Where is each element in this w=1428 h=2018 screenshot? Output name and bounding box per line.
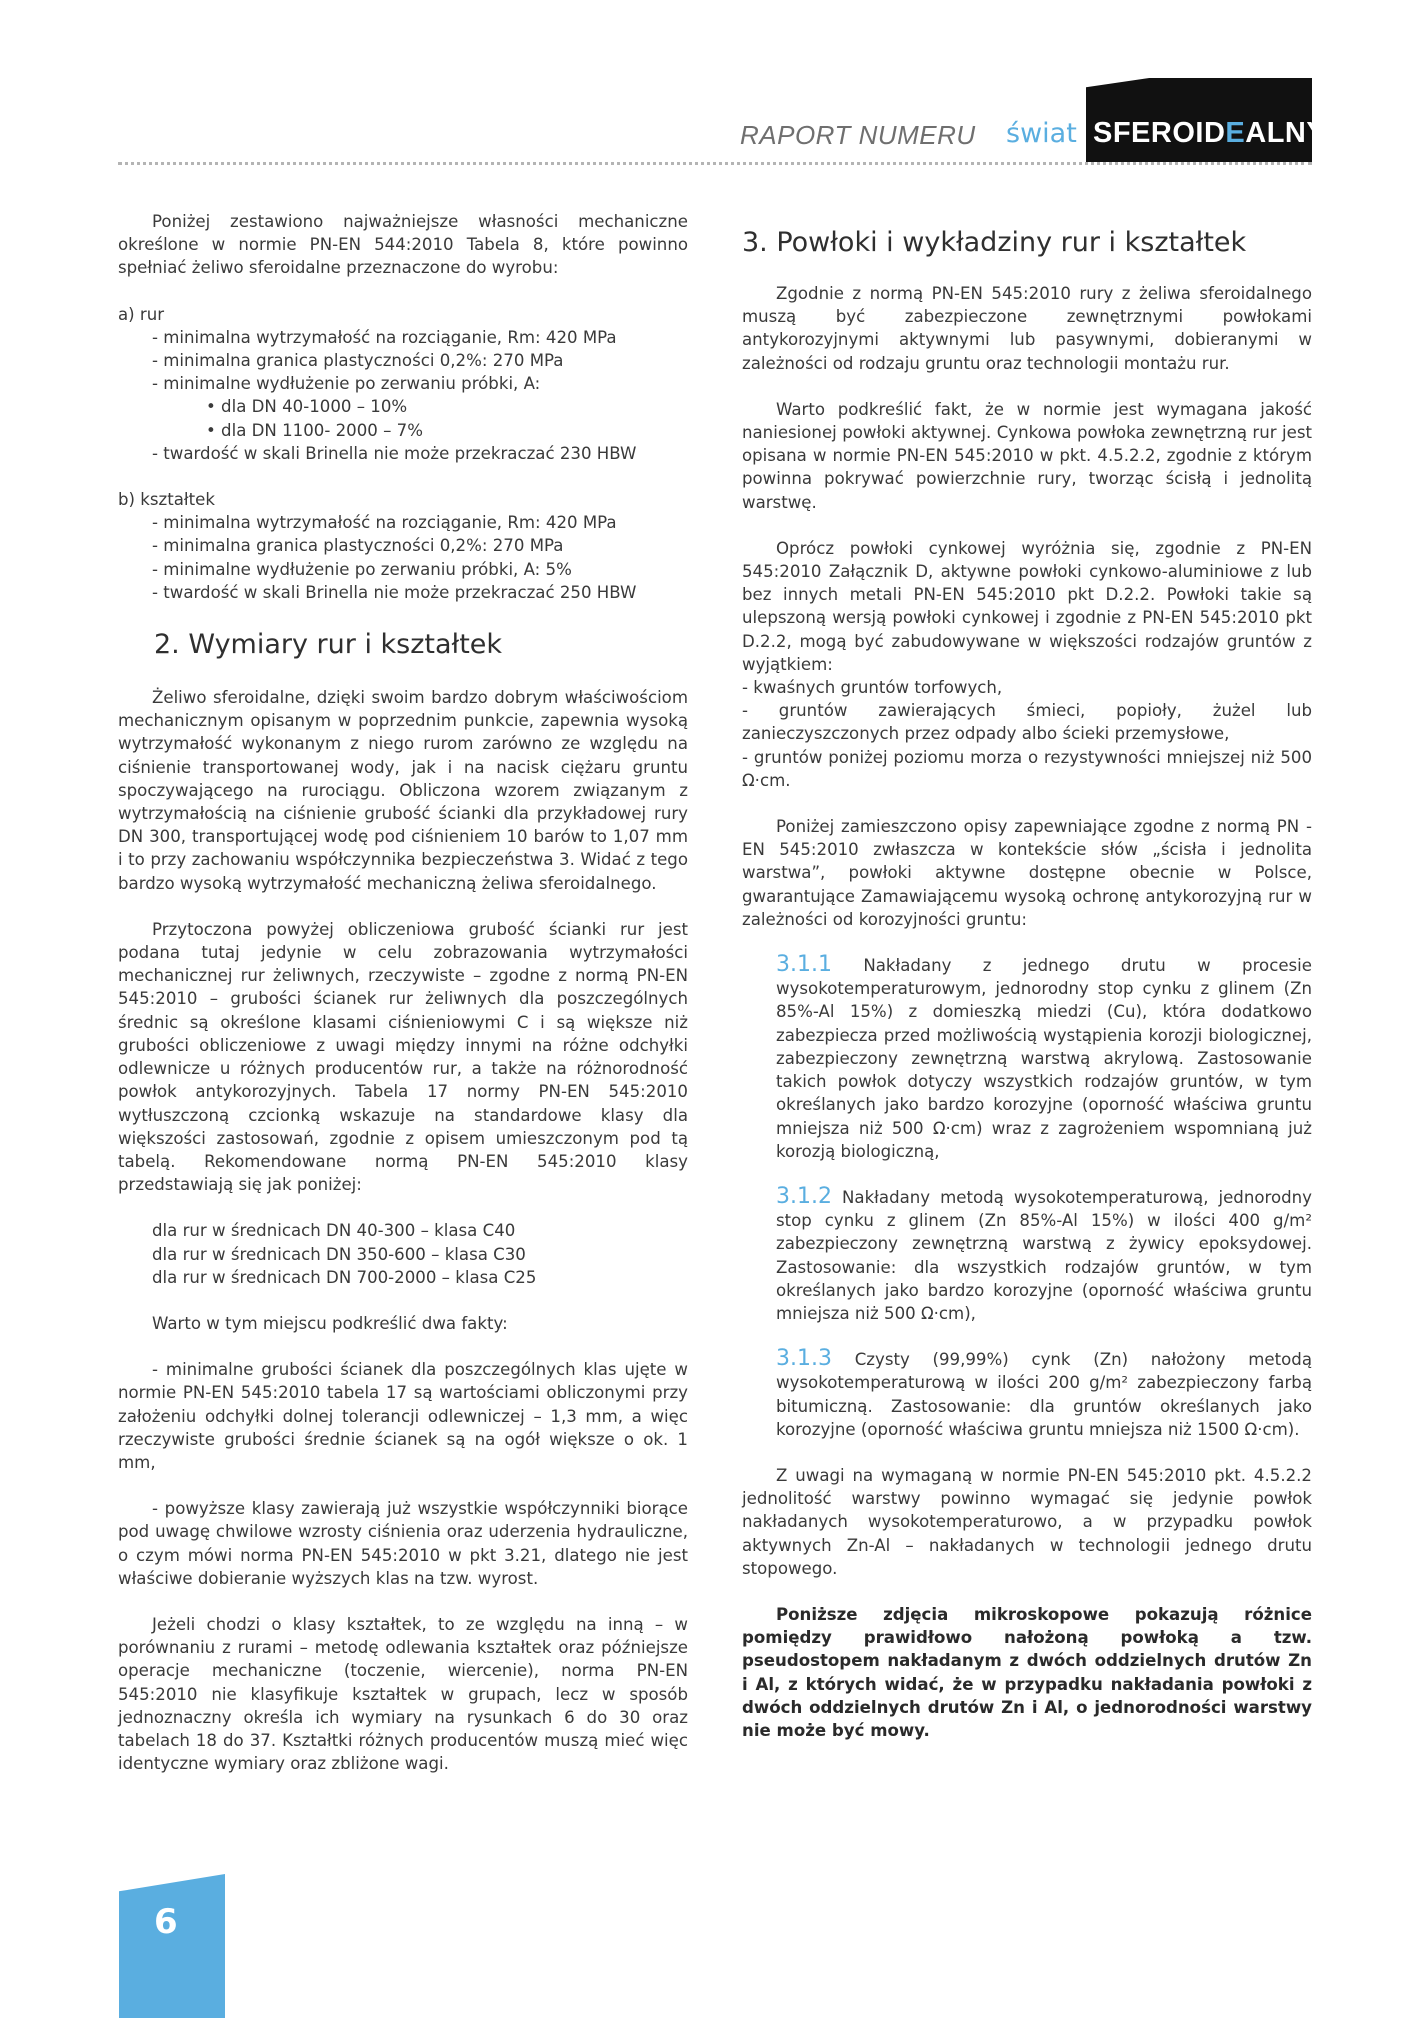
exception-list-item: - gruntów poniżej poziomu morza o rezystywności mniejszej niż 500 Ω·cm. <box>742 747 1312 790</box>
list-a-item: - minimalne wydłużenie po zerwaniu próbki, A: <box>152 374 541 394</box>
list-b-label: b) kształtek <box>118 490 215 510</box>
numbered-item-3-1-3 <box>742 1348 1312 1441</box>
section-heading-3: 3. Powłoki i wykładziny rur i kształtek <box>742 227 1247 258</box>
page-number-tab <box>119 1874 225 2018</box>
section-2-paragraph: - minimalne grubości ścianek dla poszczególnych klas ujęte w normie PN-EN 545:2010 tabela 17 są wartościami obliczonymi przy założeniu odchyłki dolnej tolerancji odlewniczej – 1,3 mm, a więc rzeczywiste grubości średnie ścianek są na ogół większe o ok. 1 mm, <box>118 1360 688 1472</box>
section-3-paragraph: Zgodnie z normą PN-EN 545:2010 rury z żeliwa sferoidalnego muszą być zabezpieczone zewnętrznymi powłokami antykorozyjnymi aktywnymi lub pasywnymi, dobieranymi w zależności od rodzaju gruntu oraz technologii montażu rur. <box>742 284 1312 373</box>
list-b-item: - minimalne wydłużenie po zerwaniu próbki, A: 5% <box>152 559 572 579</box>
magazine-logo-swiat: świat <box>1006 118 1077 149</box>
list-b-item: - twardość w skali Brinella nie może przekraczać 250 HBW <box>152 582 637 602</box>
magazine-logo-sferoidalny <box>1093 117 1326 150</box>
header-dotted-rule <box>118 162 1312 165</box>
list-a-subitem: • dla DN 40-1000 – 10% <box>206 397 408 417</box>
section-2-paragraph: - powyższe klasy zawierają już wszystkie współczynniki biorące pod uwagę chwilowe wzrosty ciśnienia oraz uderzenia hydrauliczne, o czym mówi norma PN-EN 545:2010 w pkt 3.21, dlatego nie jest właściwe dobieranie wyższych klas na tzw. wyrost. <box>118 1499 688 1588</box>
list-a-subitem: • dla DN 1100- 2000 – 7% <box>206 420 424 440</box>
left-column <box>118 210 688 1775</box>
list-b-item: - minimalna granica plastyczności 0,2%: 270 MPa <box>152 536 564 556</box>
section-3-paragraph: Poniżej zamieszczono opisy zapewniające zgodne z normą PN -EN 545:2010 zwłaszcza w kontekście słów „ścisła i jednolita warstwa”, powłoki aktywne dostępne obecnie w Polsce, gwarantujące Zamawiającemu wysoką ochronę antykorozyjną rur w zależności od korozyjności gruntu: <box>742 817 1312 929</box>
item-number: 3.1.2 <box>776 1183 832 1209</box>
logo-text-part-b: ALNY <box>1245 117 1327 149</box>
right-column <box>742 226 1312 1742</box>
item-text: Nakładany z jednego drutu w procesie wysokotemperaturowym, jednorodny stop cynku z glinem (Zn 85%-Al 15%) z domieszką miedzi (Cu), która dodatkowo zabezpiecza przed możliwością wystąpienia korozji biologicznej, zabezpieczony zewnętrzną warstwą akrylową. Zastosowanie takich powłok dotyczy wszystkich rodzajów gruntów, w tym określanych jako bardzo korozyjne (oporność właściwa gruntu mniejsza niż 500 Ω·cm) wraz z zagrożeniem wspomnianą już korozją biologiczną, <box>776 956 1312 1161</box>
section-heading-2: 2. Wymiary rur i kształtek <box>154 629 503 661</box>
numbered-item-3-1-1 <box>742 954 1312 1163</box>
item-number: 3.1.3 <box>776 1346 832 1372</box>
section-2-paragraph: Żeliwo sferoidalne, dzięki swoim bardzo dobrym właściwościom mechanicznym opisanym w poprzednim punkcie, zapewnia wysoką wytrzymałość wykonanym z niego rurom zarówno ze względu na ciśnienie transportowanej wody, jak i na nacisk ciężaru gruntu spoczywającego na rurociągu. Obliczona wzorem związanym z wytrzymałością na ciśnienie grubość ścianki dla przykładowej rury DN 300, transportującej wodę pod ciśnieniem 10 barów to 1,07 mm i to przy zachowaniu współczynnika bezpieczeństwa 3. Widać z tego bardzo wysoką wytrzymałość mechaniczną żeliwa sferoidalnego. <box>118 688 688 893</box>
list-a-label: a) rur <box>118 304 165 324</box>
item-text: Czysty (99,99%) cynk (Zn) nałożony metodą wysokotemperaturową w ilości 200 g/m² zabezpieczony farbą bitumiczną. Zastosowanie: dla gruntów określanych jako korozyjne (oporność właściwa gruntu mniejsza niż 1500 Ω·cm). <box>776 1350 1312 1439</box>
page-number: 6 <box>154 1902 178 1942</box>
logo-text-part-a: SFEROID <box>1093 117 1226 149</box>
intro-paragraph: Poniżej zestawiono najważniejsze własności mechaniczne określone w normie PN-EN 544:2010 Tabela 8, które powinno spełniać żeliwo sferoidalne przeznaczone do wyrobu: <box>118 212 688 278</box>
list-a-item: - twardość w skali Brinella nie może przekraczać 230 HBW <box>152 443 637 463</box>
section-2-paragraph: Przytoczona powyżej obliczeniowa grubość ścianki rur jest podana tutaj jedynie w celu zobrazowania wytrzymałości mechanicznej rur żeliwnych, rzeczywiste – zgodne z normą PN-EN 545:2010 – grubości ścianek rur żeliwnych dla poszczególnych średnic są określone klasami ciśnieniowymi C i są większe niż grubości obliczeniowe z uwagi między innymi na różne odchyłki odlewnicze u różnych producentów rur, a także na różnorodność powłok antykorozyjnych. Tabela 17 normy PN-EN 545:2010 wytłuszczoną czcionką wskazuje na standardowe klasy dla większości zastosowań, zgodnie z opisem umieszczonym pod tą tabelą. Rekomendowane normą PN-EN 545:2010 klasy przedstawiają się jak poniżej: <box>118 919 688 1195</box>
section-3-paragraph: Oprócz powłoki cynkowej wyróżnia się, zgodnie z PN-EN 545:2010 Załącznik D, aktywne powłoki cynkowo-aluminiowe z lub bez innych metali PN-EN 545:2010 pkt D.2.2. Powłoki takie są ulepszoną wersją powłoki cynkowej i zgodnie z PN-EN 545:2010 pkt D.2.2, mogą być zabudowywane w większości rodzajów gruntów z wyjątkiem: <box>742 538 1312 674</box>
class-list-item: dla rur w średnicach DN 350-600 – klasa C30 <box>152 1244 526 1264</box>
item-number: 3.1.1 <box>776 952 832 978</box>
running-header-section: RAPORT NUMERU <box>740 120 976 150</box>
numbered-item-3-1-2 <box>742 1183 1312 1325</box>
section-2-paragraph: Jeżeli chodzi o klasy kształtek, to ze względu na inną – w porównaniu z rurami – metodę odlewania kształtek oraz późniejsze operacje mechaniczne (toczenie, wiercenie), norma PN-EN 545:2010 nie klasyfikuje kształtek w grupach, lecz w sposób jednoznaczny określa ich wymiary na rysunkach 6 do 30 oraz tabelach 18 do 37. Kształtki różnych producentów muszą mieć więc identyczne wymiary oraz zbliżone wagi. <box>118 1614 688 1774</box>
item-text: Nakładany metodą wysokotemperaturową, jednorodny stop cynku z glinem (Zn 85%-Al 15%) w ilości 400 g/m² zabezpieczony zewnętrzną warstwą z żywicy epoksydowej. Zastosowanie: dla wszystkich rodzajów gruntów, w tym określanych jako bardzo korozyjne (oporność właściwa gruntu mniejsza niż 500 Ω·cm), <box>776 1187 1312 1323</box>
list-a-item: - minimalna wytrzymałość na rozciąganie, Rm: 420 MPa <box>152 327 617 347</box>
class-list-item: dla rur w średnicach DN 40-300 – klasa C40 <box>152 1221 516 1241</box>
section-2-paragraph: Warto w tym miejscu podkreślić dwa fakty: <box>152 1313 508 1333</box>
list-a-item: - minimalna granica plastyczności 0,2%: 270 MPa <box>152 351 564 371</box>
logo-text-letter-e: E <box>1225 117 1246 149</box>
exception-list-item: - kwaśnych gruntów torfowych, <box>742 678 1003 698</box>
list-b-item: - minimalna wytrzymałość na rozciąganie, Rm: 420 MPa <box>152 513 617 533</box>
section-3-paragraph: Z uwagi na wymaganą w normie PN-EN 545:2010 pkt. 4.5.2.2 jednolitość warstwy powinno wymagać się jedynie powłok nakładanych wysokotemperaturowo, a w przypadku powłok aktywnych Zn-Al – nakładanych w technologii jednego drutu stopowego. <box>742 1465 1312 1578</box>
section-3-bold-paragraph: Poniższe zdjęcia mikroskopowe pokazują różnice pomiędzy prawidłowo nałożoną powłoką a tzw. pseudostopem nakładanym z dwóch oddzielnych drutów Zn i Al, z których widać, że w przypadku nakładania powłoki z dwóch oddzielnych drutów Zn i Al, o jednorodności warstwy nie może być mowy. <box>742 1604 1312 1740</box>
section-3-paragraph: Warto podkreślić fakt, że w normie jest wymagana jakość naniesionej powłoki aktywnej. Cynkowa powłoka zewnętrzną rur jest opisana w normie PN-EN 545:2010 w pkt. 4.5.2.2, zgodnie z którym powinna pokrywać powierzchnie rury, tworząc ścisłą i jednolitą warstwę. <box>742 399 1312 512</box>
exception-list-item: - gruntów zawierających śmieci, popioły, żużel lub zanieczyszczonych przez odpady albo ścieki przemysłowe, <box>742 701 1312 744</box>
class-list-item: dla rur w średnicach DN 700-2000 – klasa C25 <box>152 1267 537 1287</box>
